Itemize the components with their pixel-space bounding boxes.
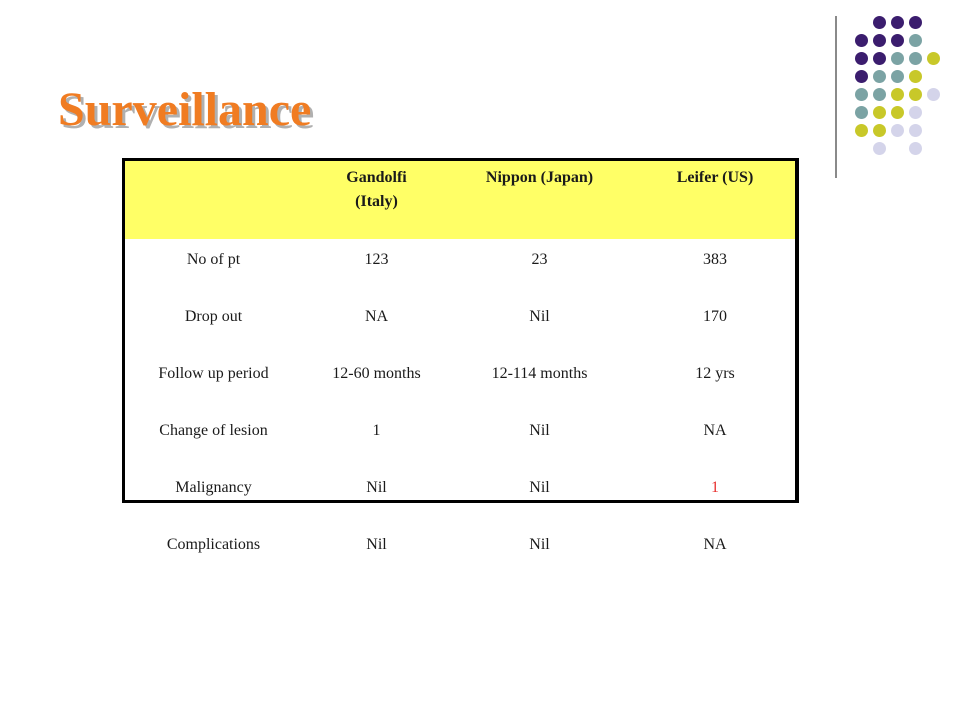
- table-cell: NA: [703, 536, 727, 553]
- decorative-dot: [855, 52, 868, 65]
- table-cell: 12-60 months: [332, 365, 421, 382]
- decorative-dot: [909, 16, 922, 29]
- row-label: Change of lesion: [159, 422, 268, 439]
- table-row: [122, 524, 799, 584]
- header-cell-nippon: Nippon (Japan): [448, 158, 631, 239]
- decorative-dot: [873, 16, 886, 29]
- decorative-dot: [891, 88, 904, 101]
- table-cell: 1: [372, 422, 381, 439]
- table-cell: 12-114 months: [491, 365, 588, 382]
- decorative-dot: [909, 106, 922, 119]
- decorative-dot: [891, 124, 904, 137]
- decorative-dot: [873, 52, 886, 65]
- decorative-dot: [855, 106, 868, 119]
- table-cell: 23: [531, 251, 548, 268]
- table-cell: 12 yrs: [695, 365, 735, 382]
- table-header-row: [122, 158, 799, 239]
- decorative-dot: [891, 16, 904, 29]
- decorative-dot: [873, 34, 886, 47]
- row-label: Complications: [166, 536, 261, 553]
- decorative-dot: [873, 70, 886, 83]
- decorative-dot: [909, 34, 922, 47]
- header-cell-empty: [122, 158, 305, 239]
- decorative-dot: [909, 142, 922, 155]
- table-cell: Nil: [366, 536, 387, 553]
- decorative-dot: [909, 124, 922, 137]
- table-cell: 123: [364, 251, 389, 268]
- surveillance-table: [122, 158, 799, 584]
- table-cell: NA: [703, 422, 727, 439]
- decorative-dot: [891, 70, 904, 83]
- table-row: [122, 410, 799, 467]
- decorative-dot: [855, 70, 868, 83]
- row-label: No of pt: [186, 251, 241, 268]
- table-row: [122, 467, 799, 524]
- decorative-dot: [873, 88, 886, 101]
- slide-title: Surveillance: [58, 83, 312, 136]
- decorative-dot: [891, 34, 904, 47]
- decorative-dot-grid: [842, 16, 952, 156]
- table-cell: Nil: [529, 308, 550, 325]
- decorative-dot: [891, 52, 904, 65]
- decorative-dot: [873, 124, 886, 137]
- decorative-dot: [873, 142, 886, 155]
- table-row: [122, 239, 799, 296]
- decorative-dot: [855, 124, 868, 137]
- divider-line: [835, 16, 837, 178]
- row-label: Follow up period: [158, 365, 269, 382]
- table-cell: 170: [703, 308, 727, 325]
- table-cell: Nil: [529, 479, 550, 496]
- header-cell-gandolfi: Gandolfi (Italy): [305, 158, 448, 239]
- header-cell-leifer: Leifer (US): [631, 158, 799, 239]
- decorative-dot: [909, 88, 922, 101]
- row-label: Drop out: [184, 308, 243, 325]
- table-cell: Nil: [529, 536, 550, 553]
- decorative-dot: [927, 52, 940, 65]
- decorative-dot: [927, 88, 940, 101]
- table-cell-highlight: 1: [711, 479, 719, 496]
- table-row: [122, 353, 799, 410]
- table-cell: Nil: [366, 479, 387, 496]
- table-cell: 383: [703, 251, 727, 268]
- decorative-dot: [873, 106, 886, 119]
- row-label: Malignancy: [175, 479, 252, 496]
- decorative-dot: [855, 88, 868, 101]
- table-cell: NA: [364, 308, 389, 325]
- table-cell: Nil: [529, 422, 550, 439]
- decorative-dot: [909, 52, 922, 65]
- decorative-dot: [891, 106, 904, 119]
- decorative-dot: [909, 70, 922, 83]
- table-row: [122, 296, 799, 353]
- decorative-dot: [855, 34, 868, 47]
